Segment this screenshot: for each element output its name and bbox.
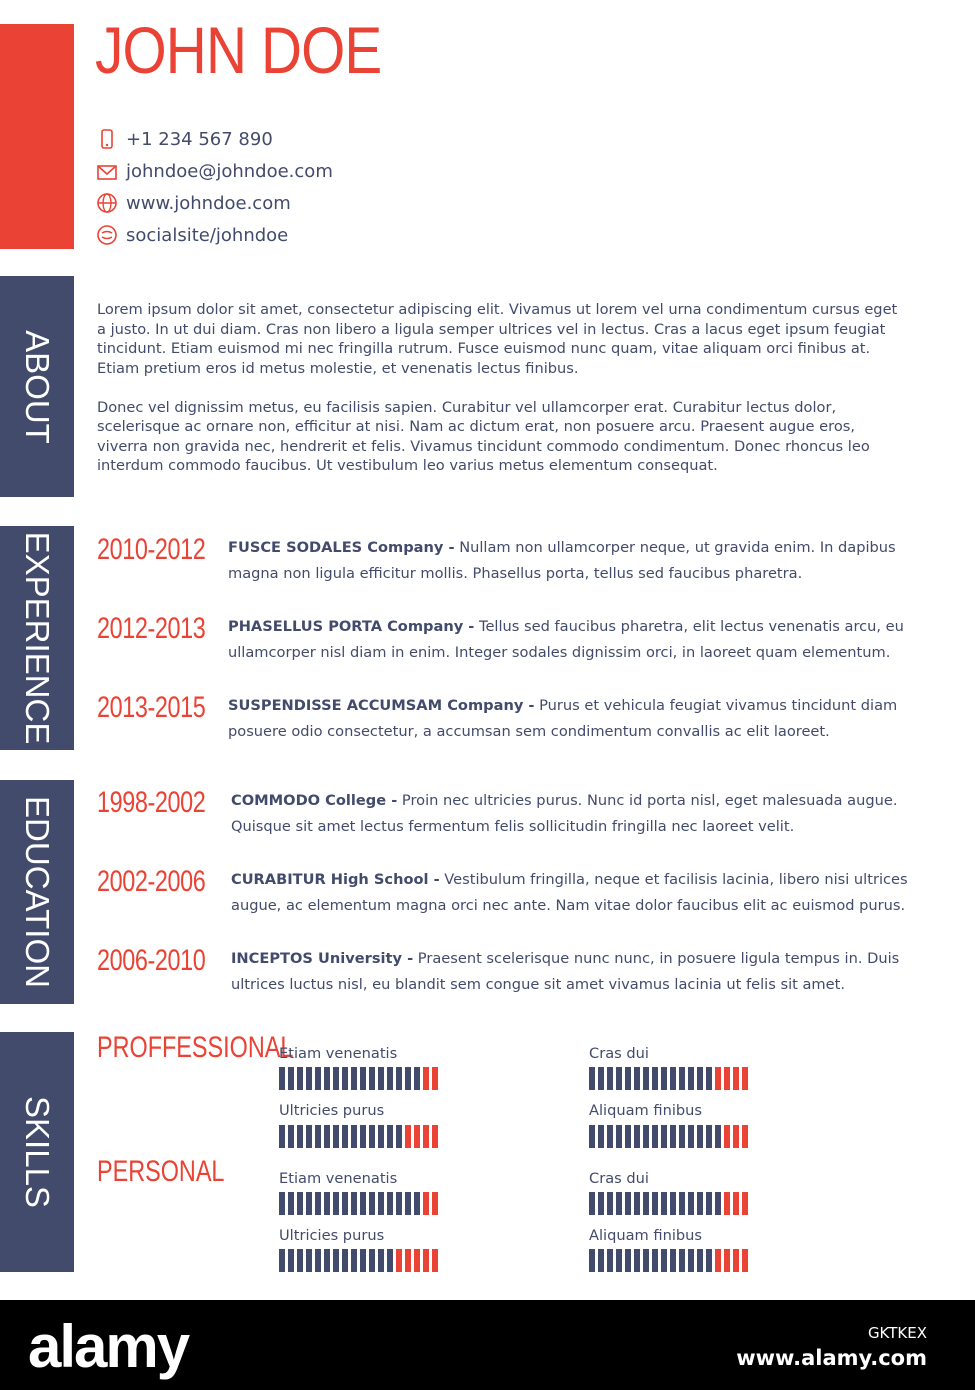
social-icon	[96, 224, 118, 246]
education-years: 1998-2002	[97, 786, 206, 819]
contact-social-text: socialsite/johndoe	[126, 224, 289, 246]
skill-meter-segment	[733, 1067, 739, 1090]
skill-meter-segment	[306, 1125, 312, 1148]
skill-meter-segment	[396, 1249, 402, 1272]
skill-meter-segment	[634, 1192, 640, 1215]
skill-name: Ultricies purus	[279, 1227, 385, 1244]
skill-meter-segment	[598, 1249, 604, 1272]
contact-phone[interactable]	[96, 128, 273, 150]
skill-meter-segment	[378, 1067, 384, 1090]
globe-icon	[96, 192, 118, 214]
skill-meter-segment	[697, 1067, 703, 1090]
experience-entry	[228, 614, 908, 666]
section-tab-about	[0, 276, 74, 497]
about-text	[97, 300, 903, 495]
skill-meter-segment	[378, 1249, 384, 1272]
skill-meter-segment	[405, 1067, 411, 1090]
skill-meter-segment	[297, 1125, 303, 1148]
skill-meter-segment	[697, 1192, 703, 1215]
email-icon	[96, 160, 118, 182]
experience-text: Tellus sed faucibus pharetra, elit lectus venenatis arcu, eu ullamcorper nisl diam in enim. Integer sodales dignissim orci, in laoreet quam elementum.	[228, 618, 904, 661]
skill-meter-segment	[598, 1067, 604, 1090]
experience-entry	[228, 535, 908, 587]
skill-meter-segment	[607, 1067, 613, 1090]
skill-meter-segment	[688, 1192, 694, 1215]
skill-meter-segment	[670, 1067, 676, 1090]
skill-meter-segment	[706, 1249, 712, 1272]
skill-meter-segment	[360, 1125, 366, 1148]
skill-meter-segment	[616, 1249, 622, 1272]
skill-meter-segment	[378, 1125, 384, 1148]
skill-meter-segment	[333, 1125, 339, 1148]
skill-meter-segment	[715, 1067, 721, 1090]
skill-name: Ultricies purus	[279, 1102, 385, 1119]
about-paragraph-2: Donec vel dignissim metus, eu facilisis sapien. Curabitur vel ullamcorper erat. Curabitur lectus dolor, scelerisque ac ornare non, efficitur at nisi. Nam ac dictum erat, non posuere arcu. Praesent augue eros, viverra non gravida nec, hendrerit et felis. Vivamus tincidunt commodo condimentum. Donec rhoncus leo interdum commodo faucibus. Ut vestibulum leo varius metus elementum consequat.	[97, 398, 870, 474]
skill-meter-segment	[661, 1067, 667, 1090]
skill-meter-segment	[715, 1192, 721, 1215]
skill-meter-segment	[670, 1249, 676, 1272]
skill-meter-segment	[333, 1192, 339, 1215]
skill-meter-segment	[625, 1192, 631, 1215]
skill-meter-segment	[423, 1067, 429, 1090]
skill-meter-segment	[351, 1249, 357, 1272]
skill-meter-segment	[589, 1192, 595, 1215]
skill-meter-segment	[414, 1192, 420, 1215]
skill-meter	[279, 1192, 438, 1215]
skill-meter-segment	[414, 1249, 420, 1272]
skill-meter-segment	[297, 1249, 303, 1272]
skill-meter-segment	[432, 1249, 438, 1272]
skill-meter-segment	[616, 1067, 622, 1090]
skill-meter-segment	[396, 1125, 402, 1148]
skill-meter-segment	[679, 1125, 685, 1148]
skill-meter-segment	[423, 1249, 429, 1272]
skill-meter	[589, 1192, 748, 1215]
skill-meter-segment	[679, 1249, 685, 1272]
skill-meter-segment	[279, 1067, 285, 1090]
education-entry	[231, 867, 911, 919]
skill-meter-segment	[333, 1249, 339, 1272]
skill-meter-segment	[688, 1249, 694, 1272]
skill-meter-segment	[315, 1067, 321, 1090]
skill-meter-segment	[742, 1192, 748, 1215]
skill-name: Cras dui	[589, 1170, 649, 1187]
skill-meter-segment	[306, 1192, 312, 1215]
skill-meter-segment	[360, 1249, 366, 1272]
skill-meter-segment	[432, 1067, 438, 1090]
header-accent-bar	[0, 24, 74, 249]
skill-meter-segment	[351, 1067, 357, 1090]
education-text: Vestibulum fringilla, neque et facilisis lacinia, libero nisi ultrices augue, ac elementum magna orci nec ante. Nam vitae dolor faucibus elit ac euismod purus.	[231, 871, 908, 914]
contact-social[interactable]	[96, 224, 288, 246]
skill-meter-segment	[643, 1125, 649, 1148]
skill-meter-segment	[369, 1192, 375, 1215]
skill-meter-segment	[607, 1192, 613, 1215]
skill-meter-segment	[369, 1125, 375, 1148]
education-org: CURABITUR High School -	[231, 871, 440, 888]
phone-icon	[96, 128, 118, 150]
skill-meter-segment	[652, 1249, 658, 1272]
about-paragraph-1: Lorem ipsum dolor sit amet, consectetur adipiscing elit. Vivamus ut lorem vel urna condimentum cursus eget a justo. In ut dui diam. Cras non libero a ligula semper ultrices vel in lectus. Cras a lacus eget ipsum feugiat tincidunt. Etiam euismod mi nec fringilla rutrum. Fusce euismod nunc quam, vitae aliquam orci finibus at. Etiam pretium eros id metus molestie, et venenatis lectus finibus.	[97, 301, 898, 377]
skill-meter-segment	[643, 1192, 649, 1215]
skill-meter-segment	[342, 1192, 348, 1215]
skill-meter-segment	[306, 1249, 312, 1272]
section-label-experience: EXPERIENCE	[19, 531, 56, 745]
skill-meter-segment	[342, 1125, 348, 1148]
skill-meter-segment	[733, 1249, 739, 1272]
education-org: INCEPTOS University -	[231, 950, 414, 967]
skill-meter-segment	[414, 1067, 420, 1090]
skill-meter	[589, 1125, 748, 1148]
footer-site[interactable]: www.alamy.com	[736, 1346, 927, 1370]
skill-meter-segment	[432, 1192, 438, 1215]
skill-meter-segment	[423, 1192, 429, 1215]
skill-meter-segment	[742, 1249, 748, 1272]
skill-meter-segment	[607, 1125, 613, 1148]
skill-meter-segment	[387, 1249, 393, 1272]
skill-meter-segment	[342, 1067, 348, 1090]
skill-meter-segment	[634, 1067, 640, 1090]
skill-meter-segment	[688, 1125, 694, 1148]
skill-meter-segment	[387, 1067, 393, 1090]
skill-name: Cras dui	[589, 1045, 649, 1062]
section-label-skills: SKILLS	[19, 1096, 56, 1208]
skill-meter-segment	[742, 1125, 748, 1148]
skills-professional-heading: PROFFESSIONAL	[97, 1031, 294, 1064]
section-tab-skills	[0, 1032, 74, 1272]
skill-meter-segment	[634, 1249, 640, 1272]
skill-meter-segment	[625, 1249, 631, 1272]
skill-meter-segment	[423, 1125, 429, 1148]
skill-meter-segment	[661, 1125, 667, 1148]
skill-meter-segment	[715, 1249, 721, 1272]
skill-meter-segment	[652, 1067, 658, 1090]
experience-years: 2012-2013	[97, 612, 206, 645]
skill-meter-segment	[324, 1067, 330, 1090]
skill-meter-segment	[607, 1249, 613, 1272]
skill-name: Etiam venenatis	[279, 1170, 398, 1187]
experience-org: SUSPENDISSE ACCUMSAM Company -	[228, 697, 535, 714]
skill-meter-segment	[679, 1192, 685, 1215]
contact-phone-text: +1 234 567 890	[126, 128, 273, 150]
experience-text: Purus et vehicula feugiat vivamus tincidunt diam posuere odio consectetur, a accumsan sem condimentum convallis ac elit laoreet.	[228, 697, 898, 740]
skill-meter-segment	[706, 1192, 712, 1215]
education-years: 2002-2006	[97, 865, 206, 898]
resume-name: JOHN DOE	[95, 13, 382, 87]
skill-meter-segment	[634, 1125, 640, 1148]
skill-meter-segment	[724, 1125, 730, 1148]
skill-meter-segment	[396, 1192, 402, 1215]
skill-name: Etiam venenatis	[279, 1045, 398, 1062]
skill-meter-segment	[396, 1067, 402, 1090]
skill-meter-segment	[369, 1067, 375, 1090]
skill-meter-segment	[324, 1125, 330, 1148]
section-tab-education	[0, 780, 74, 1004]
skill-meter-segment	[724, 1067, 730, 1090]
skills-personal-heading: PERSONAL	[97, 1155, 225, 1188]
contact-website[interactable]	[96, 192, 291, 214]
skill-meter-segment	[297, 1192, 303, 1215]
skill-meter-segment	[625, 1125, 631, 1148]
skill-meter-segment	[387, 1125, 393, 1148]
section-label-education: EDUCATION	[19, 796, 56, 988]
skill-meter-segment	[643, 1067, 649, 1090]
skill-meter-segment	[661, 1192, 667, 1215]
skill-meter-segment	[679, 1067, 685, 1090]
skill-meter-segment	[288, 1125, 294, 1148]
skill-meter-segment	[625, 1067, 631, 1090]
skill-meter	[589, 1067, 748, 1090]
skill-meter-segment	[643, 1249, 649, 1272]
image-id: GKTKEX	[867, 1324, 927, 1342]
skill-meter-segment	[670, 1192, 676, 1215]
skill-meter-segment	[670, 1125, 676, 1148]
skill-meter-segment	[414, 1125, 420, 1148]
skill-meter-segment	[351, 1125, 357, 1148]
skill-meter-segment	[279, 1249, 285, 1272]
education-org: COMMODO College -	[231, 792, 398, 809]
skill-meter-segment	[369, 1249, 375, 1272]
skill-meter-segment	[279, 1125, 285, 1148]
skill-meter-segment	[742, 1067, 748, 1090]
skill-meter-segment	[697, 1249, 703, 1272]
skill-meter	[589, 1249, 748, 1272]
skill-meter-segment	[351, 1192, 357, 1215]
skill-meter-segment	[616, 1125, 622, 1148]
contact-email[interactable]	[96, 160, 333, 182]
skill-meter-segment	[333, 1067, 339, 1090]
skill-meter-segment	[342, 1249, 348, 1272]
skill-meter-segment	[706, 1125, 712, 1148]
skill-meter-segment	[724, 1192, 730, 1215]
skill-name: Aliquam finibus	[589, 1227, 703, 1244]
skill-meter-segment	[706, 1067, 712, 1090]
skill-name: Aliquam finibus	[589, 1102, 703, 1119]
skill-meter-segment	[405, 1192, 411, 1215]
skill-meter-segment	[661, 1249, 667, 1272]
alamy-logo: alamy	[28, 1313, 189, 1380]
skill-meter-segment	[589, 1067, 595, 1090]
experience-years: 2010-2012	[97, 533, 206, 566]
contact-website-text: www.johndoe.com	[126, 192, 291, 214]
skill-meter-segment	[387, 1192, 393, 1215]
skill-meter	[279, 1125, 438, 1148]
skill-meter-segment	[598, 1125, 604, 1148]
skill-meter-segment	[315, 1125, 321, 1148]
skill-meter-segment	[724, 1249, 730, 1272]
skill-meter-segment	[733, 1125, 739, 1148]
skill-meter-segment	[360, 1192, 366, 1215]
education-text: Praesent scelerisque nunc nunc, in posuere ligula tempus in. Duis ultrices luctus nisl, eu blandit sem congue sit amet vivamus lacinia ut felis sit amet.	[231, 950, 900, 993]
skill-meter-segment	[288, 1249, 294, 1272]
education-years: 2006-2010	[97, 944, 206, 977]
skill-meter-segment	[315, 1249, 321, 1272]
skill-meter-segment	[360, 1067, 366, 1090]
skill-meter-segment	[324, 1192, 330, 1215]
skill-meter-segment	[405, 1249, 411, 1272]
experience-org: PHASELLUS PORTA Company -	[228, 618, 475, 635]
education-entry	[231, 946, 911, 998]
skill-meter-segment	[616, 1192, 622, 1215]
contact-email-text: johndoe@johndoe.com	[126, 160, 333, 182]
experience-org: FUSCE SODALES Company -	[228, 539, 455, 556]
skill-meter-segment	[589, 1249, 595, 1272]
skill-meter-segment	[652, 1192, 658, 1215]
skill-meter-segment	[733, 1192, 739, 1215]
skill-meter-segment	[279, 1192, 285, 1215]
education-text: Proin nec ultricies purus. Nunc id porta nisl, eget malesuada augue. Quisque sit amet lectus fermentum felis sollicitudin fringilla nec laoreet velit.	[231, 792, 898, 835]
skill-meter-segment	[378, 1192, 384, 1215]
education-entry	[231, 788, 911, 840]
skill-meter-segment	[697, 1125, 703, 1148]
section-label-about: ABOUT	[19, 329, 56, 444]
skill-meter-segment	[405, 1125, 411, 1148]
skill-meter-segment	[715, 1125, 721, 1148]
skill-meter-segment	[288, 1192, 294, 1215]
skill-meter-segment	[315, 1192, 321, 1215]
skill-meter-segment	[432, 1125, 438, 1148]
skill-meter-segment	[652, 1125, 658, 1148]
skill-meter	[279, 1249, 438, 1272]
skill-meter	[279, 1067, 438, 1090]
skill-meter-segment	[306, 1067, 312, 1090]
experience-text: Nullam non ullamcorper neque, ut gravida enim. In dapibus magna non ligula efficitur mollis. Phasellus porta, tellus sed faucibus pharetra.	[228, 539, 896, 582]
skill-meter-segment	[288, 1067, 294, 1090]
experience-entry	[228, 693, 908, 745]
experience-years: 2013-2015	[97, 691, 206, 724]
section-tab-experience	[0, 526, 74, 750]
skill-meter-segment	[598, 1192, 604, 1215]
skill-meter-segment	[297, 1067, 303, 1090]
skill-meter-segment	[688, 1067, 694, 1090]
skill-meter-segment	[324, 1249, 330, 1272]
skill-meter-segment	[589, 1125, 595, 1148]
